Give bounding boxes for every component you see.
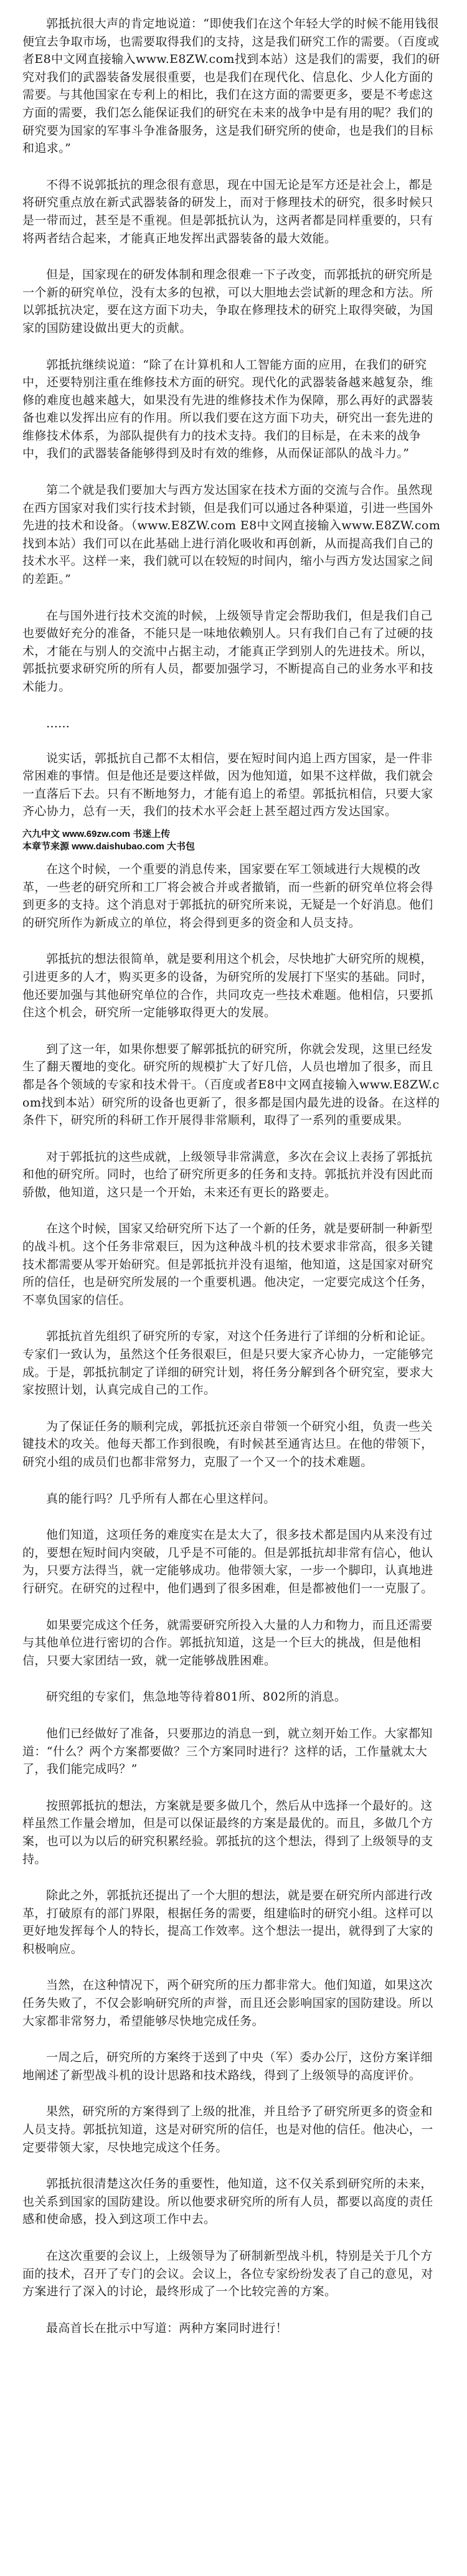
- paragraph: 他们知道，这项任务的难度实在是太大了，很多技术都是国内从来没有过的，要想在短时间内突破，几乎是不可能的。但是郭抵抗却非常有信心，他认为，只要方法得当，就一定能够成功。他带领大家，一步一个脚印，认真地进行研究。在研究的过程中，他们遇到了很多困难，但是都被他们一一克服了。: [22, 1528, 433, 1595]
- paragraph: 真的能行吗？几乎所有人都在心里这样问。: [46, 1491, 276, 1506]
- watermark-line-1: 六九中文 www.69zw.com 书迷上传: [22, 828, 171, 839]
- paragraph: 当然，在这种情况下，两个研究所的压力都非常大。他们知道，如果这次任务失败了，不仅会影响研究所的声誉，而且还会影响国家的国防建设。所以大家都非常努力，希望能够尽快地完成任务。: [22, 1978, 433, 2028]
- paragraph: 在这个时候，一个重要的消息传来，国家要在军工领域进行大规模的改革，一些老的研究所和工厂将会被合并或者撤销，而一些新的研究单位将会得到更多的支持。这个消息对于郭抵抗的研究所来说，无疑是一个好消息。他们的研究所作为新成立的单位，将会得到更多的资金和人员支持。: [22, 862, 433, 930]
- watermark-source-label: 本章节来源: [22, 841, 70, 852]
- paragraph: 一周之后，研究所的方案终于送到了中央（军）委办公厅，这份方案详细地阐述了新型战斗机的设计思路和技术路线，得到了上级领导的高度评价。: [22, 2050, 433, 2082]
- ellipsis-separator: ……: [46, 716, 70, 730]
- paragraph: 不得不说郭抵抗的理念很有意思，现在中国无论是军方还是社会上，都是将研究重点放在新式武器装备的研发上，而对于修理技术的研究，很多时候只是一带而过，甚至是不重视。但是郭抵抗认为，这两者都是同样重要的，只有将两者结合起来，才能真正地发挥出武器装备的最大效能。: [22, 177, 433, 245]
- paragraph: 按照郭抵抗的想法，方案就是要多做几个，然后从中选择一个最好的。这样虽然工作量会增加，但是可以保证最终的方案是最优的。而且，多做几个方案，也可以为以后的研究积累经验。郭抵抗的这个想法，得到了上级领导的支持。: [22, 1798, 433, 1866]
- paragraph: 说实话，郭抵抗自己都不太相信，要在短时间内追上西方国家，是一件非常困难的事情。但是他还是要这样做，因为他知道，如果不这样做，我们就会一直落后下去。只有不断地努力，才能有追上的希望。郭抵抗相信，只要大家齐心协力，总有一天，我们的技术水平会赶上甚至超过西方发达国家。: [22, 751, 433, 819]
- paragraph: 到了这一年，如果你想要了解郭抵抗的研究所，你就会发现，这里已经发生了翻天覆地的变化。研究所的规模扩大了好几倍，人员也增加了很多，而且都是各个领域的专家和技术骨干。（百度或者E8中文网直接输入www.E8ZW.com找到本站）研究所的设备也更新了，很多都是国内最先进的设备。在这样的条件下，研究所的科研工作开展得非常顺利，取得了一系列的重要成果。: [22, 1042, 440, 1128]
- paragraph: 在这个时候，国家又给研究所下达了一个新的任务，就是要研制一种新型的战斗机。这个任务非常艰巨，因为这种战斗机的技术要求非常高，很多关键技术都需要从零开始研究。但是郭抵抗并没有退缩，他知道，这是国家对研究所的信任，也是研究所发展的一个重要机遇。他决定，一定要完成这个任务，不辜负国家的信任。: [22, 1222, 433, 1307]
- paragraph: 郭抵抗继续说道：“除了在计算机和人工智能方面的应用，在我们的研究中，还要特别注重在维修技术方面的研究。现代化的武器装备越来越复杂，维修的难度也越来越大，如果没有先进的维修技术作为保障，那么再好的武器装备也难以发挥出应有的作用。所以我们要在这方面下功夫，研究出一套先进的维修技术体系，为部队提供有力的技术支持。我们的目标是，在未来的战争中，我们的武器装备能够得到及时有效的维修，从而保证部队的战斗力。”: [22, 357, 433, 461]
- paragraph: 在与国外进行技术交流的时候，上级领导肯定会帮助我们，但是我们自己也要做好充分的准备，不能只是一味地依赖别人。只有我们自己有了过硬的技术，才能在与别人的交流中占据主动，才能真正学到别人的先进技术。所以，郭抵抗要求研究所的所有人员，都要加强学习，不断提高自己的业务水平和技术能力。: [22, 608, 433, 694]
- watermark-line-2: [22, 841, 445, 853]
- paragraph: 除此之外，郭抵抗还提出了一个大胆的想法，就是要在研究所内部进行改革，打破原有的部门界限，根据任务的需要，组建临时的研究小组。这样可以更好地发挥每个人的特长，提高工作效率。这个想法一提出，就得到了大家的积极响应。: [22, 1889, 433, 1956]
- paragraph: 对于郭抵抗的这些成就，上级领导非常满意，多次在会议上表扬了郭抵抗和他的研究所。同时，也给了研究所更多的任务和支持。郭抵抗并没有因此而骄傲，他知道，这只是一个开始，未来还有更长的路要走。: [22, 1149, 433, 1199]
- watermark-source-url: www.daishubao.com 大书包: [72, 841, 195, 852]
- paragraph: 最高首长在批示中写道：两种方案同时进行！: [46, 2321, 288, 2335]
- paragraph: 他们已经做好了准备，只要那边的消息一到，就立刻开始工作。大家都知道：“什么？两个方案都要做？三个方案同时进行？这样的话，工作量就太大了，我们能完成吗？”: [22, 1726, 433, 1776]
- paragraph: 郭抵抗很大声的肯定地说道：“即使我们在这个年轻大学的时候不能用钱很便宜去争取市场，也需要取得我们的支持，这是我们研究工作的需要。（百度或者E8中文网直接输入www.E8ZW.com找到本站）这是我们的需要，我们的研究对我们的武器装备发展很重要，也是我们在现代化、信息化、少人化方面的需要。与其他国家在专利上的相比，我们在这方面的需要更多，要是不考虑这方面的需要，我们怎么能保证我们的研究在未来的战争中是有用的呢？我们的研究要为国家的军事斗争准备服务，这是我们研究所的使命，也是我们的目标和追求。”: [22, 17, 440, 156]
- paragraph: 如果要完成这个任务，就需要研究所投入大量的人力和物力，而且还需要与其他单位进行密切的合作。郭抵抗知道，这是一个巨大的挑战，但是他相信，只要大家团结一致，就一定能够战胜困难。: [22, 1618, 433, 1668]
- paragraph: 在这次重要的会议上，上级领导为了研制新型战斗机，特别是关于几个方面的技术，召开了专门的会议。会议上，各位专家纷纷发表了自己的意见，对方案进行了深入的讨论，最终形成了一个比较完善的方案。: [22, 2249, 433, 2299]
- paragraph: 但是，国家现在的研发体制和理念很难一下子改变，而郭抵抗的研究所是一个新的研究单位，没有太多的包袱，可以大胆地去尝试新的理念和方法。所以郭抵抗决定，要在这方面下功夫，争取在修理技术的研究上取得突破，为国家的国防建设做出更大的贡献。: [22, 268, 433, 335]
- source-watermark: [22, 828, 445, 853]
- page-bottom-edge: [0, 2572, 467, 2576]
- paragraph: 研究组的专家们，焦急地等待着801所、802所的消息。: [46, 1690, 347, 1704]
- paragraph: 郭抵抗的想法很简单，就是要利用这个机会，尽快地扩大研究所的规模，引进更多的人才，购买更多的设备，为研究所的发展打下坚实的基础。同时，他还要加强与其他研究单位的合作，共同攻克一些技术难题。他相信，只要抓住这个机会，研究所一定能够取得更大的发展。: [22, 952, 433, 1020]
- paragraph: 第二个就是我们要加大与西方发达国家在技术方面的交流与合作。虽然现在西方国家对我们实行技术封锁，但是我们可以通过各种渠道，引进一些国外先进的技术和设备。（www.E8ZW.com E8中文网直接输入www.E8ZW.com找到本站）我们可以在此基础上进行消化吸收和再创新，从而提高我们自己的技术水平。这样一来，我们就可以在较短的时间内，缩小与西方发达国家之间的差距。”: [22, 483, 441, 587]
- paragraph: 为了保证任务的顺利完成，郭抵抗还亲自带领一个研究小组，负责一些关键技术的攻关。他每天都工作到很晚，有时候甚至通宵达旦。在他的带领下，研究小组的成员们也都非常努力，克服了一个又一个的技术难题。: [22, 1419, 433, 1469]
- paragraph: 郭抵抗首先组织了研究所的专家，对这个任务进行了详细的分析和论证。专家们一致认为，虽然这个任务很艰巨，但是只要大家齐心协力，一定能够完成。于是，郭抵抗制定了详细的研究计划，将任务分解到各个研究室，要求大家按照计划，认真完成自己的工作。: [22, 1329, 433, 1397]
- paragraph: 果然，研究所的方案得到了上级的批准，并且给予了研究所更多的资金和人员支持。郭抵抗知道，这是对研究所的信任，也是对他的信任。他决心，一定要带领大家，尽快地完成这个任务。: [22, 2105, 433, 2154]
- paragraph: 郭抵抗很清楚这次任务的重要性，他知道，这不仅关系到研究所的未来，也关系到国家的国防建设。所以他要求研究所的所有人员，都要以高度的责任感和使命感，投入到这项工作中去。: [22, 2177, 433, 2227]
